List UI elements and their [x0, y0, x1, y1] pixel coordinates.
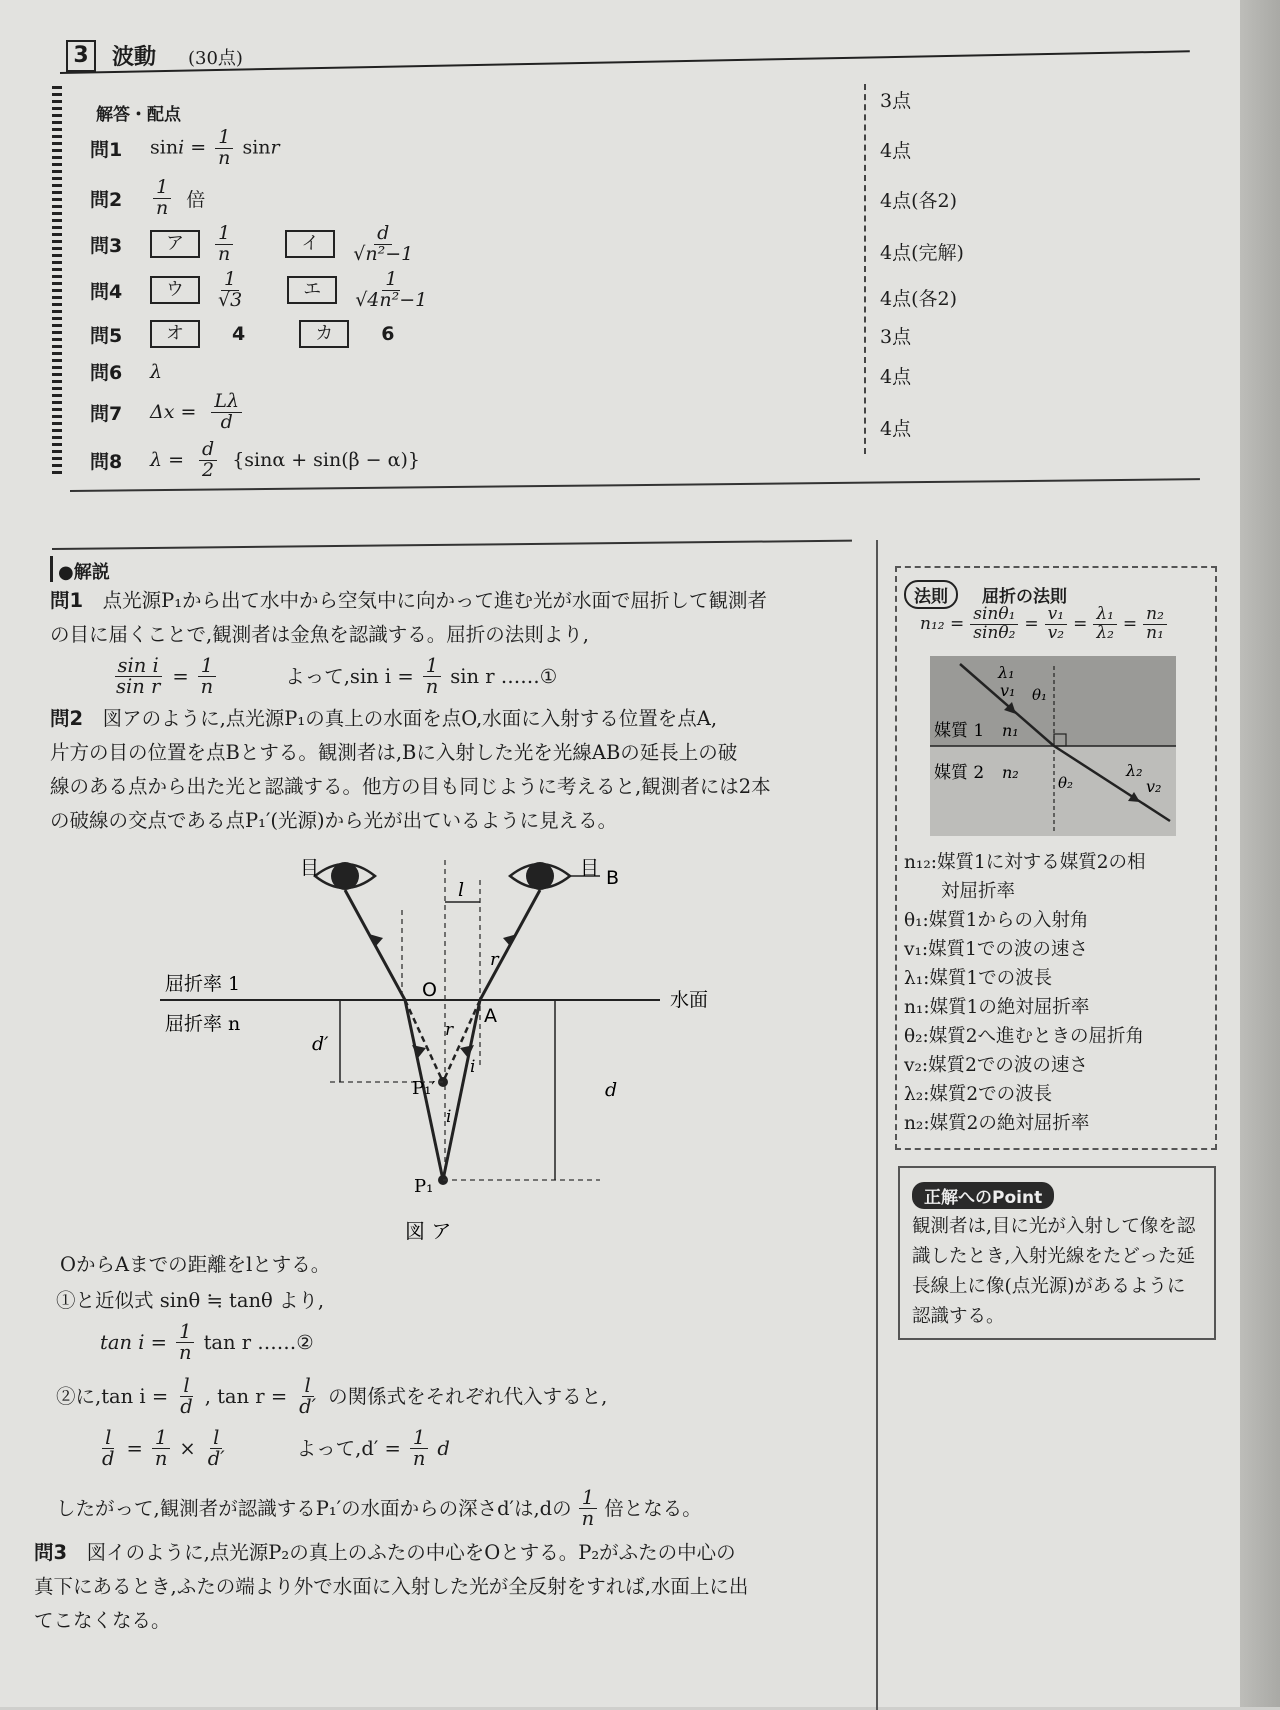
box-i: イ — [285, 230, 335, 258]
ray-left-air — [345, 890, 405, 1000]
q3-explanation-line3: てこなくなる。 — [34, 1609, 171, 1632]
q3-label: 問3 — [90, 234, 123, 257]
label-p1: P₁ — [414, 1176, 434, 1197]
svg-text:θ₁: θ₁ — [1032, 686, 1048, 704]
box-e: エ — [287, 276, 337, 304]
points-4: 4点(完解) — [880, 242, 964, 264]
q6-value: λ — [150, 360, 163, 383]
conclusion-line: したがって,観測者が認識するP₁′の水面からの深さd′は,dの $\frac{1}{n}$ 倍となる。 — [56, 1486, 702, 1531]
eye-left-label: 目 — [300, 857, 320, 879]
q1-explanation-formula: $\frac{\text{sin i}}{\text{sin r}}$ = $\frac{1}{n}$ よって,sin i = $\frac{1}{n}$ sin r ……① — [116, 654, 558, 699]
explanation-marker — [50, 556, 53, 582]
legend-item: θ₁:媒質1からの入射角 — [904, 910, 1089, 931]
points-6: 3点 — [880, 326, 912, 348]
explanation-title: ●解説 — [58, 562, 110, 583]
label-surface: 水面 — [670, 989, 709, 1011]
answer-q7 — [90, 392, 245, 433]
q6-label: 問6 — [90, 362, 123, 384]
legend-item: θ₂:媒質2へ進むときの屈折角 — [904, 1026, 1145, 1047]
answer-q3 — [90, 224, 419, 265]
legend-item: n₁₂:媒質1に対する媒質2の相 — [904, 852, 1146, 873]
eye-right-label: 目 — [580, 857, 600, 879]
section-number: 3 — [66, 40, 96, 72]
q4-label: 問4 — [90, 280, 123, 303]
q2-explanation-line4: の破線の交点である点P₁′(光源)から光が出ているように見える。 — [50, 809, 618, 832]
box-u: ウ — [150, 276, 200, 304]
law-title: 屈折の法則 — [982, 587, 1067, 607]
points-divider — [864, 84, 866, 454]
q5-ka-value: 6 — [381, 323, 395, 345]
box-a: ア — [150, 230, 200, 258]
answer-q2 — [90, 178, 205, 219]
answer-q4 — [90, 270, 433, 311]
q4-u-fraction: $\frac{1}{√3}$ — [218, 268, 243, 311]
approximation-line: ①と近似式 sinθ ≒ tanθ より, — [56, 1289, 325, 1312]
points-1: 3点 — [880, 90, 912, 112]
svg-text:n₂: n₂ — [1002, 763, 1019, 782]
label-o: O — [422, 979, 437, 1001]
explanation-rule — [52, 540, 852, 550]
label-b: B — [606, 867, 620, 889]
q2-label: 問2 — [90, 188, 123, 211]
page-edge — [1240, 0, 1280, 1707]
legend-item: λ₂:媒質2での波長 — [904, 1084, 1053, 1105]
svg-text:v₁: v₁ — [1000, 681, 1016, 700]
answer-q1 — [90, 128, 280, 169]
svg-text:v₂: v₂ — [1146, 777, 1162, 796]
svg-text:n₁: n₁ — [1002, 721, 1019, 740]
points-7: 4点 — [880, 366, 912, 388]
point-text: 観測者は,目に光が入射して像を認識したとき,入射光線をたどった延長線上に像(点光源)があるように認識する。 — [912, 1216, 1196, 1327]
eye-left-icon — [315, 862, 375, 890]
point-tag: 正解へのPoint — [912, 1182, 1054, 1209]
svg-text:λ₁: λ₁ — [998, 663, 1015, 682]
q8-label: 問8 — [90, 450, 123, 473]
label-n: 屈折率 n — [165, 1013, 241, 1035]
legend-item: n₁:媒質1の絶対屈折率 — [904, 997, 1090, 1018]
legend-item: v₁:媒質1での波の速さ — [904, 939, 1088, 960]
label-l: l — [458, 879, 465, 901]
legend-item: v₂:媒質2での波の速さ — [904, 1055, 1088, 1076]
label-r-top: r — [490, 949, 499, 970]
points-8: 4点 — [880, 418, 912, 440]
column-divider — [876, 540, 878, 1710]
box-o: オ — [150, 320, 200, 348]
legend-item: λ₁:媒質1での波長 — [904, 968, 1053, 989]
q2-explanation-line3: 線のある点から出た光と認識する。他方の目も同じように考えると,観測者には2本 — [50, 775, 771, 798]
q7-lhs: Δx = — [150, 401, 197, 424]
svg-text:θ₂: θ₂ — [1058, 774, 1074, 792]
q8-fraction: $\frac{d}{2}$ — [199, 440, 217, 481]
answer-q5 — [90, 320, 394, 348]
box-ka: カ — [299, 320, 349, 348]
q1-explanation-line2: の目に届くことで,観測者は金魚を認識する。屈折の法則より, — [50, 623, 589, 646]
eye-right-icon — [510, 862, 570, 890]
points-3: 4点(各2) — [880, 190, 958, 212]
substitution-line: ②に,tan i = $\frac{l}{d}$ , tan r = $\frac{l}{d'}$ の関係式をそれぞれ代入すると, — [56, 1374, 608, 1419]
depth-equation: $\frac{l}{d}$ = $\frac{1}{n}$ × $\frac{l}{d'}$ よって,d′ = $\frac{1}{n}$ d — [102, 1426, 450, 1471]
points-2: 4点 — [880, 140, 912, 162]
q7-fraction: $\frac{L\lambda}{d}$ — [211, 392, 242, 433]
q1-explanation-line1: 問1 点光源P₁から出て水中から空気中に向かって進む光が水面で屈折して観測者 — [50, 589, 768, 612]
section-points: (30点) — [188, 48, 243, 69]
svg-text:λ₂: λ₂ — [1126, 761, 1143, 780]
q7-label: 問7 — [90, 402, 123, 425]
label-d: d — [605, 1079, 618, 1101]
label-p1prime: P₁′ — [412, 1078, 436, 1099]
q1-formula: sini = $\frac{1}{n}$ sinr — [150, 126, 280, 169]
q8-rhs: {sinα + sin(β − α)} — [232, 449, 420, 472]
q3-explanation-line1: 問3 図イのように,点光源P₂の真上のふたの中心をOとする。P₂がふたの中心の — [34, 1541, 736, 1564]
section-title: 波動 — [112, 45, 157, 70]
q2-suffix: 倍 — [186, 188, 206, 211]
answers-title: 解答・配点 — [96, 105, 181, 125]
label-a: A — [484, 1005, 497, 1027]
q2-fraction: $\frac{1}{n}$ — [153, 178, 171, 219]
answer-side-hatch — [52, 86, 62, 478]
legend-item: n₂:媒質2の絶対屈折率 — [904, 1113, 1090, 1134]
tan-equation: tan i = $\frac{1}{n}$ tan r ……② — [100, 1320, 314, 1365]
answer-q8 — [90, 440, 420, 481]
q3-i-fraction: $\frac{d}{\text{√n²−1}}$ — [353, 222, 414, 265]
legend-item: 対屈折率 — [904, 881, 1016, 902]
label-dprime: d′ — [312, 1033, 329, 1055]
svg-text:媒質 1: 媒質 1 — [934, 721, 985, 741]
law-tag: 法則 — [904, 580, 958, 609]
figure-caption: 図 ア — [405, 1219, 452, 1243]
q3-explanation-line2: 真下にあるとき,ふたの端より外で水面に入射した光が全反射をすれば,水面上に出 — [34, 1575, 749, 1598]
label-r-in: r — [445, 1020, 454, 1040]
label-n1: 屈折率 1 — [165, 973, 241, 995]
q3-a-fraction: $\frac{1}{n}$ — [215, 224, 233, 265]
answer-q6 — [90, 358, 162, 385]
q8-lhs: λ = — [150, 449, 185, 472]
svg-text:媒質 2: 媒質 2 — [934, 763, 985, 783]
q2-explanation-line1: 問2 図アのように,点光源P₁の真上の水面を点O,水面に入射する位置を点A, — [50, 707, 718, 730]
q2-explanation-line2: 片方の目の位置を点Bとする。観測者は,Bに入射した光を光線ABの延長上の破 — [50, 741, 738, 764]
q4-e-fraction: $\frac{1}{\text{√4n²−1}}$ — [355, 268, 428, 311]
q5-label: 問5 — [90, 324, 123, 347]
law-formula: n₁₂ = $\frac{\text{sinθ₁}}{\text{sinθ₂}}$ = $\frac{\text{v₁}}{\text{v₂}}$ = $\frac{\text{λ₁}}{\text{λ₂}}$ = $\frac{\text{n₂}}{\text{n₁}}$ — [920, 606, 1170, 643]
label-i-right: i — [470, 1057, 476, 1077]
refraction-diagram — [930, 656, 1176, 836]
points-5: 4点(各2) — [880, 288, 958, 310]
label-i-low: i — [446, 1107, 452, 1127]
q5-o-value: 4 — [232, 323, 246, 345]
distance-definition: OからAまでの距離をlとする。 — [60, 1253, 331, 1276]
q1-label: 問1 — [90, 138, 123, 161]
figure-a — [140, 840, 709, 1250]
law-legend — [904, 848, 1146, 1138]
